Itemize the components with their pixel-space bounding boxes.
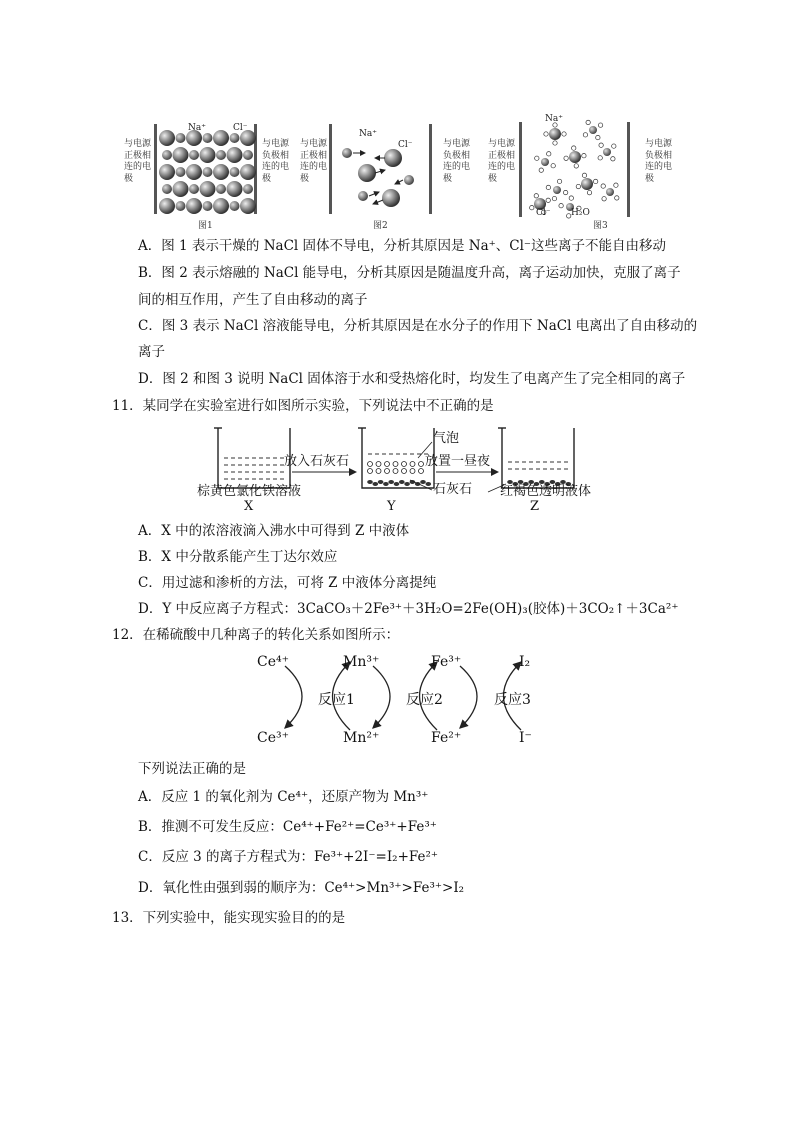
q12-option-b: B．推测不可发生反应：Ce⁴⁺+Fe²⁺=Ce³⁺+Fe³⁺ — [138, 819, 437, 835]
fig2-cl-label: Cl⁻ — [398, 140, 413, 150]
q12-ce4-label: Ce⁴⁺ — [257, 654, 289, 670]
q10-option-b-line2: 间的相互作用，产生了自由移动的离子 — [138, 292, 368, 308]
q12-ce3-label: Ce³⁺ — [257, 730, 289, 746]
q12-mn3-label: Mn³⁺ — [343, 654, 380, 670]
fig3-pos-electrode-label: 与电源正极相连的电极 — [488, 139, 516, 184]
fig3-h2o-label: H₂O — [571, 208, 590, 218]
q11-limestone-label: 石灰石 — [433, 482, 473, 497]
fig1-cl-label: Cl⁻ — [233, 123, 248, 133]
q12-fe2-label: Fe²⁺ — [431, 730, 462, 746]
q11-stem: 11．某同学在实验室进行如图所示实验，下列说法中不正确的是 — [112, 398, 494, 414]
q11-option-c: C．用过滤和渗析的方法，可将 Z 中液体分离提纯 — [138, 575, 437, 591]
q11-z-desc: 红褐色透明液体 — [500, 484, 592, 499]
q12-option-c: C．反应 3 的离子方程式为：Fe³⁺+2I⁻=I₂+Fe²⁺ — [138, 849, 439, 865]
q12-reaction1-label: 反应1 — [318, 692, 355, 708]
fig3-cl-label: Cl⁻ — [536, 208, 551, 218]
q11-y-label: Y — [387, 499, 396, 514]
q12-iminus-label: I⁻ — [519, 730, 532, 746]
q11-option-b: B．X 中分散系能产生丁达尔效应 — [138, 549, 338, 565]
q11-step2-label: 放置一昼夜 — [425, 454, 491, 469]
q12-i2-label: I₂ — [519, 654, 531, 670]
q10-option-c-line1: C．图 3 表示 NaCl 溶液能导电，分析其原因是在水分子的作用下 NaCl 电离出了自由移动的 — [138, 318, 698, 334]
fig3-caption: 图3 — [593, 221, 608, 231]
q11-option-d: D．Y 中反应离子方程式：3CaCO₃＋2Fe³⁺＋3H₂O=2Fe(OH)₃(胶体)＋3CO₂↑＋3Ca²⁺ — [138, 601, 679, 617]
fig1-na-label: Na⁺ — [188, 123, 206, 133]
fig1-nacl-solid-lattice — [150, 118, 262, 226]
q12-fe3-label: Fe³⁺ — [431, 654, 462, 670]
q12-option-d: D．氧化性由强到弱的顺序为：Ce⁴⁺>Mn³⁺>Fe³⁺>I₂ — [138, 880, 465, 896]
q12-reaction2-label: 反应2 — [406, 692, 443, 708]
fig2-pos-electrode-label: 与电源正极相连的电极 — [300, 139, 328, 184]
q11-x-desc: 棕黄色氯化铁溶液 — [197, 484, 302, 499]
fig2-na-label: Na⁺ — [359, 129, 377, 139]
fig2-caption: 图2 — [373, 221, 388, 231]
q10-option-c-line2: 离子 — [138, 344, 165, 360]
q11-x-label: X — [244, 499, 254, 514]
fig2-neg-electrode-label: 与电源负极相连的电极 — [443, 139, 471, 184]
fig2-molten-nacl — [325, 118, 437, 226]
q11-z-label: Z — [530, 499, 540, 514]
fig1-neg-electrode-label: 与电源负极相连的电极 — [262, 139, 290, 184]
q13-stem: 13．下列实验中，能实现实验目的的是 — [112, 910, 346, 926]
q11-option-a: A．X 中的浓溶液滴入沸水中可得到 Z 中液体 — [138, 523, 410, 539]
fig1-caption: 图1 — [198, 221, 213, 231]
q12-stem: 12．在稀硫酸中几种离子的转化关系如图所示： — [112, 627, 400, 643]
q12-lead: 下列说法正确的是 — [138, 761, 246, 777]
q12-option-a: A．反应 1 的氧化剂为 Ce⁴⁺，还原产物为 Mn³⁺ — [138, 789, 429, 805]
q12-reaction3-label: 反应3 — [494, 692, 531, 708]
q10-option-a: A．图 1 表示干燥的 NaCl 固体不导电，分析其原因是 Na⁺、Cl⁻这些离子不能自由移动 — [138, 238, 667, 254]
q12-mn2-label: Mn²⁺ — [343, 730, 380, 746]
fig1-pos-electrode-label: 与电源正极相连的电极 — [124, 139, 152, 184]
q11-bubbles-label: 气泡 — [433, 431, 460, 446]
fig3-neg-electrode-label: 与电源负极相连的电极 — [645, 139, 673, 184]
fig3-na-label: Na⁺ — [545, 114, 563, 124]
q11-step1-label: 放入石灰石 — [284, 454, 350, 469]
q10-option-d: D．图 2 和图 3 说明 NaCl 固体溶于水和受热熔化时，均发生了电离产生了完全相同的离子 — [138, 371, 686, 387]
q10-option-b-line1: B．图 2 表示熔融的 NaCl 能导电，分析其原因是随温度升高，离子运动加快，克服了离子 — [138, 265, 681, 281]
